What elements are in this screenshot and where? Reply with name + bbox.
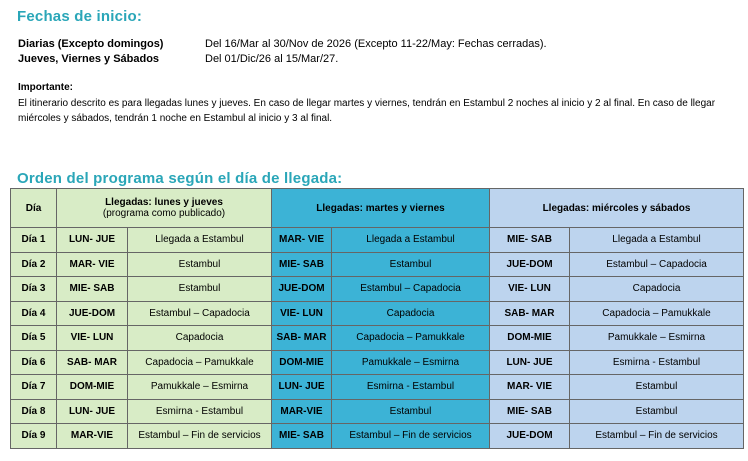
day-cell: Día 7 — [11, 375, 57, 400]
table-row — [11, 228, 744, 253]
tue-fri-days-cell: JUE-DOM — [272, 277, 332, 302]
tue-fri-days-cell: VIE- LUN — [272, 301, 332, 326]
mon-thu-days-cell: MAR-VIE — [57, 424, 128, 449]
header-arrivals-mon-thu-sub: (programa como publicado) — [102, 208, 226, 219]
header-arrivals-wed-sat: Llegadas: miércoles y sábados — [490, 189, 744, 228]
mon-thu-days-cell: LUN- JUE — [57, 399, 128, 424]
tue-fri-place-cell: Estambul – Capadocia — [332, 277, 490, 302]
program-order-heading: Orden del programa según el día de llegada: — [17, 170, 343, 187]
mon-thu-days-cell: SAB- MAR — [57, 350, 128, 375]
wed-sat-days-cell: MAR- VIE — [490, 375, 570, 400]
wed-sat-days-cell: MIE- SAB — [490, 228, 570, 253]
tue-fri-days-cell: MAR- VIE — [272, 228, 332, 253]
wed-sat-place-cell: Estambul — [570, 399, 744, 424]
table-row — [11, 399, 744, 424]
mon-thu-days-cell: JUE-DOM — [57, 301, 128, 326]
dates-value: Del 16/Mar al 30/Nov de 2026 (Excepto 11-22/May: Fechas cerradas). — [205, 38, 547, 50]
start-dates-heading: Fechas de inicio: — [17, 8, 143, 25]
day-cell: Día 1 — [11, 228, 57, 253]
wed-sat-days-cell: SAB- MAR — [490, 301, 570, 326]
dates-label: Jueves, Viernes y Sábados — [18, 53, 160, 65]
day-cell: Día 5 — [11, 326, 57, 351]
day-cell: Día 4 — [11, 301, 57, 326]
wed-sat-place-cell: Estambul – Fin de servicios — [570, 424, 744, 449]
important-text: El itinerario descrito es para llegadas lunes y jueves. En caso de llegar martes y viernes, tendrán en Estambul 2 noches al inicio y 2 al final. En caso de llegar miércoles y sábados, tendrán 1 noche en Estambul al inicio y 3 al final. — [18, 98, 716, 124]
mon-thu-place-cell: Estambul – Fin de servicios — [128, 424, 272, 449]
wed-sat-days-cell: MIE- SAB — [490, 399, 570, 424]
tue-fri-days-cell: DOM-MIE — [272, 350, 332, 375]
wed-sat-days-cell: JUE-DOM — [490, 424, 570, 449]
tue-fri-place-cell: Pamukkale – Esmirna — [332, 350, 490, 375]
mon-thu-place-cell: Llegada a Estambul — [128, 228, 272, 253]
mon-thu-days-cell: MAR- VIE — [57, 252, 128, 277]
mon-thu-place-cell: Capadocia – Pamukkale — [128, 350, 272, 375]
dates-label: Diarias (Excepto domingos) — [18, 38, 164, 50]
day-cell: Día 2 — [11, 252, 57, 277]
table-row — [11, 326, 744, 351]
mon-thu-place-cell: Esmirna - Estambul — [128, 399, 272, 424]
header-arrivals-tue-fri: Llegadas: martes y viernes — [272, 189, 490, 228]
tue-fri-place-cell: Esmirna - Estambul — [332, 375, 490, 400]
table-row — [11, 350, 744, 375]
table-row — [11, 277, 744, 302]
wed-sat-days-cell: DOM-MIE — [490, 326, 570, 351]
wed-sat-place-cell: Esmirna - Estambul — [570, 350, 744, 375]
mon-thu-days-cell: DOM-MIE — [57, 375, 128, 400]
mon-thu-place-cell: Estambul — [128, 252, 272, 277]
wed-sat-place-cell: Llegada a Estambul — [570, 228, 744, 253]
mon-thu-days-cell: VIE- LUN — [57, 326, 128, 351]
table-row — [11, 252, 744, 277]
day-cell: Día 3 — [11, 277, 57, 302]
mon-thu-place-cell: Estambul – Capadocia — [128, 301, 272, 326]
tue-fri-place-cell: Capadocia – Pamukkale — [332, 326, 490, 351]
wed-sat-place-cell: Estambul — [570, 375, 744, 400]
mon-thu-place-cell: Estambul — [128, 277, 272, 302]
tue-fri-days-cell: SAB- MAR — [272, 326, 332, 351]
table-header-row — [11, 189, 744, 228]
tue-fri-place-cell: Capadocia — [332, 301, 490, 326]
dates-value: Del 01/Dic/26 al 15/Mar/27. — [205, 53, 339, 65]
tue-fri-place-cell: Estambul – Fin de servicios — [332, 424, 490, 449]
wed-sat-days-cell: JUE-DOM — [490, 252, 570, 277]
table-row — [11, 375, 744, 400]
header-arrivals-mon-thu-title: Llegadas: lunes y jueves — [105, 197, 223, 208]
day-cell: Día 6 — [11, 350, 57, 375]
table-row — [11, 424, 744, 449]
itinerary-table — [10, 188, 744, 449]
tue-fri-days-cell: MIE- SAB — [272, 252, 332, 277]
day-cell: Día 8 — [11, 399, 57, 424]
important-label: Importante: — [18, 82, 73, 93]
tue-fri-place-cell: Llegada a Estambul — [332, 228, 490, 253]
wed-sat-place-cell: Pamukkale – Esmirna — [570, 326, 744, 351]
header-day: Día — [11, 189, 57, 228]
wed-sat-days-cell: VIE- LUN — [490, 277, 570, 302]
tue-fri-place-cell: Estambul — [332, 252, 490, 277]
mon-thu-days-cell: LUN- JUE — [57, 228, 128, 253]
wed-sat-days-cell: LUN- JUE — [490, 350, 570, 375]
mon-thu-place-cell: Capadocia — [128, 326, 272, 351]
mon-thu-days-cell: MIE- SAB — [57, 277, 128, 302]
wed-sat-place-cell: Estambul – Capadocia — [570, 252, 744, 277]
tue-fri-place-cell: Estambul — [332, 399, 490, 424]
tue-fri-days-cell: MIE- SAB — [272, 424, 332, 449]
table-row — [11, 301, 744, 326]
tue-fri-days-cell: LUN- JUE — [272, 375, 332, 400]
wed-sat-place-cell: Capadocia — [570, 277, 744, 302]
tue-fri-days-cell: MAR-VIE — [272, 399, 332, 424]
mon-thu-place-cell: Pamukkale – Esmirna — [128, 375, 272, 400]
day-cell: Día 9 — [11, 424, 57, 449]
wed-sat-place-cell: Capadocia – Pamukkale — [570, 301, 744, 326]
header-arrivals-mon-thu — [57, 189, 272, 228]
